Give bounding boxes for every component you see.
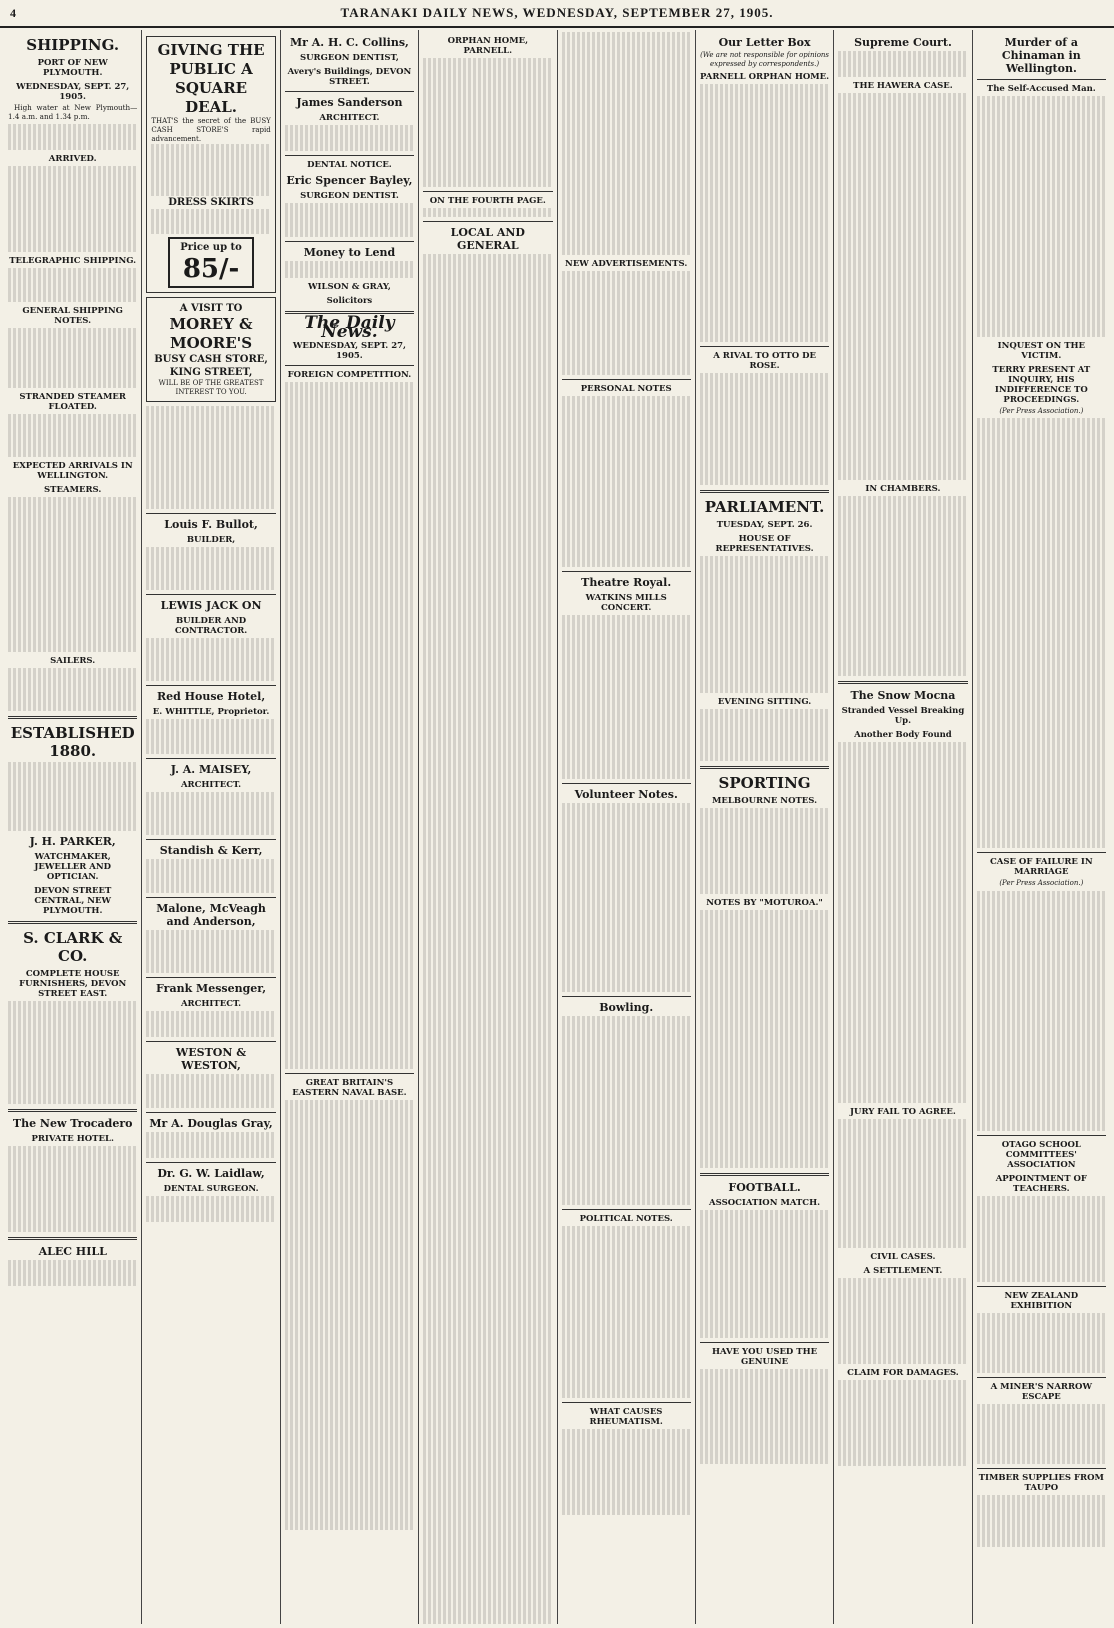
jack-on-trade: BUILDER AND CONTRACTOR. [174,616,248,637]
orphan-home: ORPHAN HOME, PARNELL. [447,36,529,56]
columns [4,30,1110,1624]
parker-trade: WATCHMAKER, JEWELLER AND OPTICIAN. [34,851,112,882]
laidlaw: Dr. G. W. Laidlaw, [157,1167,265,1181]
murder-heading: Murder of a Chinaman in Wellington. [1001,36,1081,75]
sporting: SPORTING [718,773,811,792]
wilson-gray: WILSON & GRAY, [308,282,391,293]
terry-present: TERRY PRESENT AT INQUIRY, HIS INDIFFERENCE TO PROCEEDINGS. [992,364,1091,405]
bowling: Bowling. [599,1000,654,1014]
appointment: APPOINTMENT OF TEACHERS. [995,1174,1087,1195]
will-be: WILL BE OF THE GREATEST INTEREST TO YOU. [158,379,264,397]
sanderson: James Sanderson [296,96,403,109]
narrow-escape: A MINER'S NARROW ESCAPE [990,1382,1093,1403]
bullot-name: Louis F. Bullot, [164,518,258,532]
association: ASSOCIATION MATCH. [709,1197,821,1208]
political-notes: POLITICAL NOTES. [579,1213,673,1224]
telegraphic-heading: TELEGRAPHIC SHIPPING. [9,255,137,266]
general-heading: GENERAL SHIPPING NOTES. [22,306,123,327]
column-5 [558,30,696,1624]
column-3 [281,30,419,1624]
daily-news-date: WEDNESDAY, SEPT. 27, 1905. [292,340,407,361]
masthead [0,0,1114,28]
busy-cash: BUSY CASH STORE, [154,354,268,366]
rheumatism: WHAT CAUSES RHEUMATISM. [589,1406,663,1427]
notes-by: NOTES BY "MOTUROA." [706,897,823,908]
bayley: Eric Spencer Bayley, [286,173,413,187]
column-7 [834,30,972,1624]
high-water: High water at New Plymouth—1.4 a.m. and 1.34 p.m. [8,103,138,121]
collins: Mr A. H. C. Collins, [289,36,409,49]
have-you: HAVE YOU USED THE GENUINE [712,1347,818,1368]
morey-moore-ad [146,297,275,402]
established-heading: ESTABLISHED 1880. [10,724,135,761]
dress-skirts: DRESS SKIRTS [168,196,254,208]
messenger: Frank Messenger, [156,982,267,996]
visit-to: A VISIT TO [179,303,243,315]
standish: Standish & Kerr, [159,843,263,857]
shipping-heading: SHIPPING. [26,36,120,54]
timber-supplies: TIMBER SUPPLIES FROM TAUPO [978,1473,1104,1494]
civil-cases: CIVIL CASES. [870,1251,936,1262]
bayley-trade: SURGEON DENTIST. [300,190,399,201]
column-2 [142,30,280,1624]
fourth-page: ON THE FOURTH PAGE. [429,195,546,206]
football: FOOTBALL. [728,1180,801,1194]
self-accused: The Self-Accused Man. [986,84,1096,94]
column-4 [419,30,557,1624]
otago-committees: OTAGO SCHOOL COMMITTEES' ASSOCIATION [1001,1140,1081,1171]
king-street: KING STREET, [169,367,253,379]
date-line: WEDNESDAY, SEPT. 27, 1905. [16,82,130,102]
rival: A RIVAL TO OTTO DE ROSE. [713,351,816,371]
sailers-heading: SAILERS. [50,656,96,667]
clark-name: S. CLARK & CO. [23,928,123,965]
disclaimer: (We are not responsible for opinions expressed by correspondents.) [700,51,830,68]
giving-public: GIVING THE PUBLIC A SQUARE DEAL. [157,41,265,116]
nz-exhibition: NEW ZEALAND EXHIBITION [1004,1291,1079,1312]
collins-trade: SURGEON DENTIST, [299,53,399,63]
price: 85/- [182,254,240,285]
press-assoc-1: (Per Press Association.) [999,406,1084,415]
house: HOUSE OF REPRESENTATIVES. [715,533,814,554]
maisey: J. A. MAISEY, [170,762,252,776]
personal-notes: PERSONAL NOTES [580,383,672,394]
messenger-trade: ARCHITECT. [180,999,242,1010]
weston: WESTON & WESTON, [175,1045,247,1072]
letter-box: Our Letter Box [718,36,811,49]
supreme-court: Supreme Court. [854,36,952,49]
press-assoc-2: (Per Press Association.) [999,878,1084,887]
in-chambers: IN CHAMBERS. [865,483,941,494]
maisey-trade: ARCHITECT. [180,779,242,790]
arrived-heading: ARRIVED. [48,153,97,164]
parnell-orphan: PARNELL ORPHAN HOME. [700,72,830,83]
trocadero-sub: PRIVATE HOTEL. [31,1133,114,1144]
trocadero-name: The New Trocadero [12,1116,133,1130]
price-up-to: Price up to [180,242,242,254]
stranded-heading: STRANDED STEAMER FLOATED. [19,392,126,413]
foreign-competition: FOREIGN COMPETITION. [287,369,412,380]
watkins-mills: WATKINS MILLS CONCERT. [585,593,667,614]
inquest: INQUEST ON THE VICTIM. [997,340,1086,361]
column-8 [973,30,1110,1624]
money-to-lend: Money to Lend [303,246,396,260]
daily-news-title: The Daily News. [304,313,395,342]
tuesday: TUESDAY, SEPT. 26. [716,519,813,530]
hawera-case: THE HAWERA CASE. [853,80,953,91]
great-britain: GREAT BRITAIN'S EASTERN NAVAL BASE. [292,1078,407,1099]
red-house: Red House Hotel, [156,690,266,704]
claim-damages: CLAIM FOR DAMAGES. [847,1367,959,1378]
theatre-royal: Theatre Royal. [581,576,672,590]
volunteer-notes: Volunteer Notes. [574,787,678,801]
settlement: A SETTLEMENT. [863,1265,943,1276]
failure-marriage: CASE OF FAILURE IN MARRIAGE [990,856,1093,877]
masthead-title: TARANAKI DAILY NEWS, WEDNESDAY, SEPTEMBER 27, 1905. [340,5,774,20]
laidlaw-trade: DENTAL SURGEON. [163,1184,259,1195]
snow-mocna: The Snow Mocna [850,688,956,702]
steamers-heading: STEAMERS. [44,485,102,496]
collins-address: Avery's Buildings, DEVON STREET. [287,67,412,87]
local-general: LOCAL AND GENERAL [450,225,525,252]
parker-address: DEVON STREET CENTRAL, NEW PLYMOUTH. [34,885,112,916]
column-1 [4,30,142,1624]
bullot-trade: BUILDER, [186,535,236,546]
new-advertisements: NEW ADVERTISEMENTS. [565,259,688,270]
evening-sitting: EVENING SITTING. [717,697,812,708]
expected-heading: EXPECTED ARRIVALS IN WELLINGTON. [12,461,133,482]
melbourne: MELBOURNE NOTES. [712,795,818,806]
dental-notice: DENTAL NOTICE. [307,159,392,170]
page-number: 4 [10,6,17,20]
solicitors: Solicitors [326,296,373,307]
sanderson-trade: ARCHITECT. [319,113,380,123]
parliament: PARLIAMENT. [704,497,825,516]
jury-failed: JURY FAIL TO AGREE. [850,1106,956,1117]
parker-name: J. H. PARKER, [29,834,116,848]
another-body: Another Body Found [854,729,952,740]
douglas-gray: Mr A. Douglas Gray, [149,1117,273,1131]
stranded-vessel: Stranded Vessel Breaking Up. [841,705,965,726]
port-line: PORT OF NEW PLYMOUTH. [37,58,108,78]
square-deal-ad [146,36,275,293]
column-6 [696,30,834,1624]
morey-moore: MOREY & MOORE'S [169,315,253,353]
alec-hill: ALEC HILL [38,1244,107,1258]
mcveagh: Malone, McVeagh and Anderson, [156,902,266,929]
square-deal-intro: THAT'S the secret of the BUSY CASH STORE'S rapid advancement. [151,117,271,143]
jack-on-name: LEWIS JACK ON [160,599,262,613]
whittle: E. WHITTLE, Proprietor. [152,707,270,718]
clark-trade: COMPLETE HOUSE FURNISHERS, DEVON STREET EAST. [19,968,127,999]
